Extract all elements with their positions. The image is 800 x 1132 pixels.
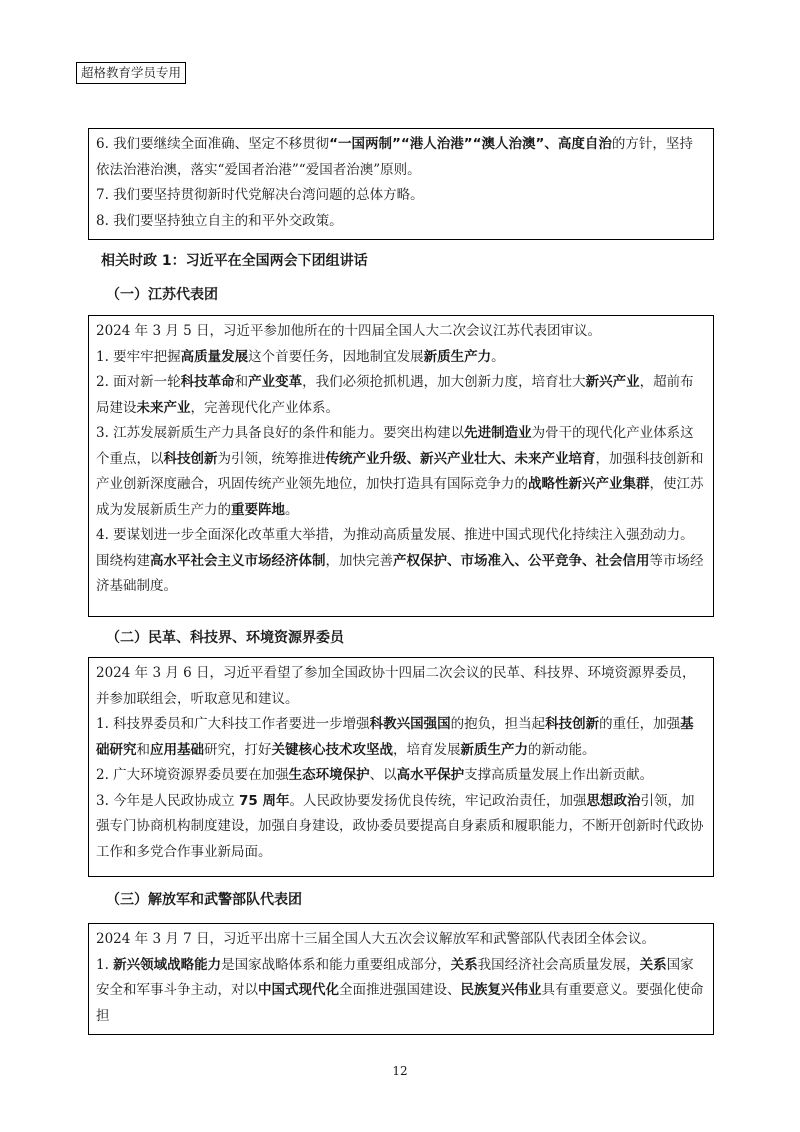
body-text: 具有重要意义。要强化使命担 xyxy=(96,982,704,1024)
body-text: 1. xyxy=(96,956,114,973)
emphasis-text: 科技创新 xyxy=(545,716,600,732)
paragraph xyxy=(96,523,706,600)
section-3-title: （三）解放军和武警部队代表团 xyxy=(106,892,302,908)
emphasis-text: 新兴领域战略能力 xyxy=(113,956,222,973)
emphasis-text: 科技创新 xyxy=(163,450,218,467)
paragraph xyxy=(96,789,706,866)
body-text: 支撑高质量发展上作出新贡献。 xyxy=(464,767,654,783)
body-text: 8. 我们要坚持独立自主的和平外交政策。 xyxy=(96,212,343,229)
paragraph xyxy=(96,763,706,789)
paragraph xyxy=(96,370,706,421)
emphasis-text: “一国两制”“港人治港”“澳人治澳”、高度自治 xyxy=(329,136,612,152)
body-text: 2. 广大环境资源界委员要在加强 xyxy=(96,767,289,783)
page-number: 12 xyxy=(392,1064,408,1078)
emphasis-text: 基础研究 xyxy=(96,716,694,758)
emphasis-text: 科教兴国强国 xyxy=(369,716,451,732)
body-text: 3. 今年是人民政协成立 xyxy=(96,792,239,809)
body-text: 4. 要谋划进一步全面深化改革重大举措，为推动高质量发展、推进中国式现代化持续注入强劲动力。围绕构建 xyxy=(96,527,694,569)
body-text: ，使江苏成为发展新质生产力的 xyxy=(96,476,704,518)
body-text: 3. 江苏发展新质生产力具备良好的条件和能力。要突出构建以 xyxy=(96,425,465,441)
body-text: 的方针，坚持依法治港治澳，落实“爱国者治港”“爱国者治澳”原则。 xyxy=(96,136,693,178)
body-text: 引领，加强专门协商机构制度建设，加强自身建设，政协委员要提高自身素质和履职能力，不断开创新时代政协工作和多党合作事业新局面。 xyxy=(96,792,704,860)
emphasis-text: 中国式现代化 xyxy=(258,982,339,998)
body-text: 和 xyxy=(136,741,150,758)
body-text: 1. 要牢牢把握 xyxy=(96,348,181,365)
paragraph xyxy=(96,712,706,763)
section-1-title: （一）江苏代表团 xyxy=(106,287,218,303)
box-section-3 xyxy=(88,923,714,1035)
body-text: 是国家战略体系和能力重要组成部分， xyxy=(221,956,451,973)
box-section-1 xyxy=(88,315,714,617)
paragraph xyxy=(96,132,706,183)
emphasis-text: 传统产业升级、新兴产业壮大、未来产业培育 xyxy=(325,450,596,467)
body-text: 全面推进强国建设、 xyxy=(339,982,461,998)
emphasis-text: 高水平保护 xyxy=(396,767,465,783)
paragraph xyxy=(96,209,706,235)
body-text: ，我们必须抢抓机遇，加大创新力度，培育壮大 xyxy=(302,374,586,390)
emphasis-text: 75 周年 xyxy=(238,792,290,809)
emphasis-text: 高质量发展 xyxy=(180,348,249,365)
emphasis-text: 思想政治 xyxy=(586,792,641,809)
header-tag: 超格教育学员专用 xyxy=(76,62,186,84)
body-text: ，加快完善 xyxy=(325,552,393,569)
paragraph xyxy=(96,661,706,712)
emphasis-text: 先进制造业 xyxy=(464,425,532,441)
body-text: 为引领，统筹推进 xyxy=(217,450,326,467)
body-text: 2024 年 3 月 6 日，习近平看望了参加全国政协十四届二次会议的民革、科技界、环境资源界委员，并参加联组会，听取意见和建议。 xyxy=(96,665,696,707)
emphasis-text: 关键核心技术攻坚战 xyxy=(271,741,393,758)
section-2-title: （二）民革、科技界、环境资源界委员 xyxy=(106,630,344,646)
body-text: 等市场经济基础制度。 xyxy=(96,552,704,594)
paragraph xyxy=(96,927,706,953)
emphasis-text: 民族复兴伟业 xyxy=(460,982,542,998)
section-main-title: 相关时政 1：习近平在全国两会下团组讲话 xyxy=(101,253,368,269)
body-text: 国家安全和军事斗争主动，对以 xyxy=(96,956,694,998)
emphasis-text: 高水平社会主义市场经济体制 xyxy=(150,552,326,569)
emphasis-text: 科技革命 xyxy=(180,374,235,390)
paragraph xyxy=(96,319,706,345)
body-text: 。 xyxy=(491,348,505,365)
body-text: 1. 科技界委员和广大科技工作者要进一步增强 xyxy=(96,716,370,732)
emphasis-text: 新质生产力 xyxy=(460,741,528,758)
body-text: 2024 年 3 月 5 日，习近平参加他所在的十四届全国人大二次会议江苏代表团审议。 xyxy=(96,323,601,339)
emphasis-text: 产业变革 xyxy=(248,374,303,390)
emphasis-text: 未来产业 xyxy=(136,399,191,416)
body-text: 、以 xyxy=(369,767,397,783)
emphasis-text: 战略性新兴产业集群 xyxy=(528,476,650,492)
paragraph xyxy=(96,953,706,1030)
emphasis-text: 新质生产力 xyxy=(423,348,492,365)
body-text: 和 xyxy=(234,374,249,390)
paragraph xyxy=(96,183,706,209)
emphasis-text: 新兴产业 xyxy=(585,374,640,390)
body-text: 。人民政协要发扬优良传统，牢记政治责任，加强 xyxy=(289,792,587,809)
body-text: 2. 面对新一轮 xyxy=(96,374,181,390)
body-text: ，培育发展 xyxy=(393,741,461,758)
box-principles xyxy=(88,128,714,240)
paragraph xyxy=(96,345,706,371)
emphasis-text: 关系 xyxy=(639,956,667,973)
body-text: ，超前布局建设 xyxy=(96,374,694,416)
body-text: 6. 我们要继续全面准确、坚定不移贯彻 xyxy=(96,136,330,152)
emphasis-text: 产权保护、市场准入、公平竞争、社会信用 xyxy=(393,552,650,569)
body-text: ，完善现代化产业体系。 xyxy=(190,399,339,416)
body-text: 。 xyxy=(285,501,299,518)
body-text: 7. 我们要坚持贯彻新时代党解决台湾问题的总体方略。 xyxy=(96,187,424,203)
body-text: 的重任，加强 xyxy=(599,716,681,732)
emphasis-text: 关系 xyxy=(450,956,478,973)
body-text: 研究，打好 xyxy=(204,741,272,758)
box-section-2 xyxy=(88,657,714,877)
body-text: 为骨干的现代化产业体系这个重点，以 xyxy=(96,425,694,467)
emphasis-text: 重要阵地 xyxy=(231,501,285,518)
body-text: 这个首要任务，因地制宜发展 xyxy=(248,348,424,365)
body-text: 2024 年 3 月 7 日，习近平出席十三届全国人大五次会议解放军和武警部队代表团全体会议。 xyxy=(96,931,655,947)
paragraph xyxy=(96,421,706,523)
body-text: ，加强科技创新和产业创新深度融合，巩固传统产业领先地位，加快打造具有国际竞争力的 xyxy=(96,450,704,492)
body-text: 我国经济社会高质量发展， xyxy=(477,956,640,973)
body-text: 的新动能。 xyxy=(528,741,596,758)
emphasis-text: 应用基础 xyxy=(150,741,204,758)
body-text: 的抱负，担当起 xyxy=(450,716,546,732)
emphasis-text: 生态环境保护 xyxy=(288,767,370,783)
